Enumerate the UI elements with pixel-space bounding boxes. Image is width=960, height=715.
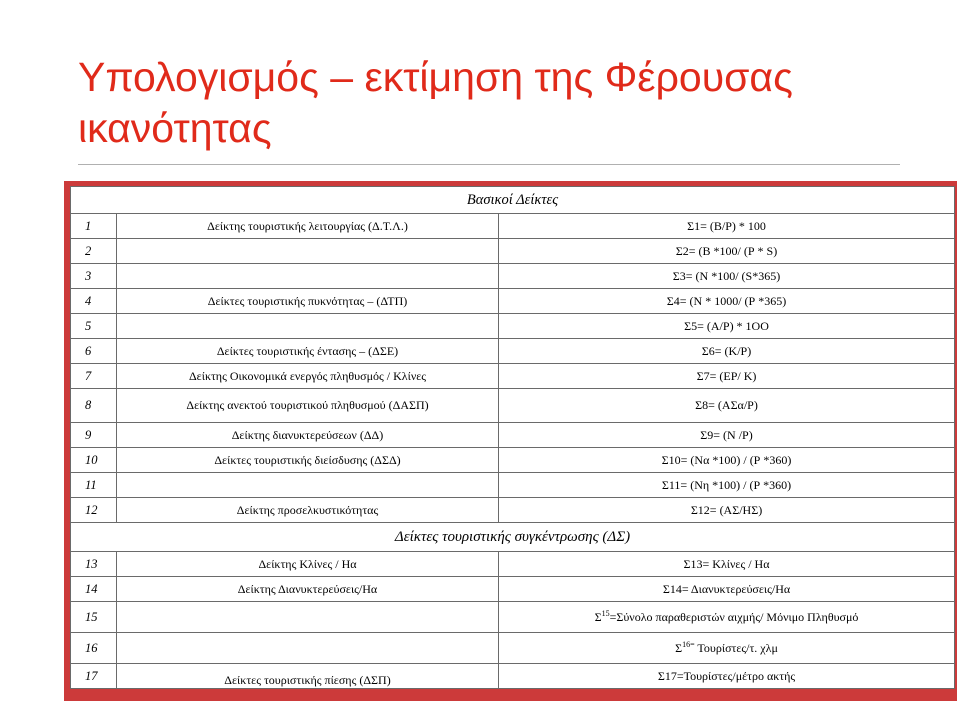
formula-suffix: Τουρίστες/τ. χλμ <box>694 641 778 655</box>
indicator-name <box>117 264 499 289</box>
row-number: 12 <box>71 498 117 523</box>
table-row <box>71 214 955 239</box>
table-row <box>71 498 955 523</box>
table-row <box>71 473 955 498</box>
formula-prefix: Σ <box>675 641 683 655</box>
table-row <box>71 633 955 664</box>
table-row <box>71 664 955 689</box>
table-row <box>71 577 955 602</box>
table-row <box>71 552 955 577</box>
formula: Σ11= (Νη *100) / (Ρ *360) <box>499 473 955 498</box>
formula: Σ10= (Να *100) / (Ρ *360) <box>499 448 955 473</box>
table-row <box>71 239 955 264</box>
table-row <box>71 389 955 423</box>
indicator-name: Δείκτης τουριστικής λειτουργίας (Δ.Τ.Λ.) <box>117 214 499 239</box>
section-header-row <box>71 187 955 214</box>
row-number: 14 <box>71 577 117 602</box>
formula: Σ14= Διανυκτερεύσεις/Ηα <box>499 577 955 602</box>
indicator-name: Δείκτης Οικονομικά ενεργός πληθυσμός / Κλίνες <box>117 364 499 389</box>
row-number: 16 <box>71 633 117 664</box>
formula: Σ8= (ΑΣα/Ρ) <box>499 389 955 423</box>
table-row <box>71 364 955 389</box>
indicator-name <box>117 602 499 633</box>
title-divider <box>78 164 900 165</box>
table-row <box>71 264 955 289</box>
table-row <box>71 423 955 448</box>
section-header-concentration: Δείκτες τουριστικής συγκέντρωσης (ΔΣ) <box>71 523 955 552</box>
indicator-name: Δείκτης Διανυκτερεύσεις/Ηα <box>117 577 499 602</box>
formula: Σ3= (Ν *100/ (S*365) <box>499 264 955 289</box>
indicator-name <box>117 633 499 664</box>
row-number: 9 <box>71 423 117 448</box>
formula-superscript: 15 <box>601 609 610 618</box>
table-row <box>71 339 955 364</box>
indicator-name: Δείκτες τουριστικής έντασης – (ΔΣΕ) <box>117 339 499 364</box>
indicator-name <box>117 473 499 498</box>
row-number: 6 <box>71 339 117 364</box>
indicator-name: Δείκτες τουριστικής πυκνότητας – (ΔΤΠ) <box>117 289 499 314</box>
row-number: 13 <box>71 552 117 577</box>
formula-suffix: =Σύνολο παραθεριστών αιχμής/ Μόνιμο Πληθυσμό <box>609 610 859 624</box>
formula <box>499 633 955 664</box>
indicator-name <box>117 239 499 264</box>
table-row <box>71 448 955 473</box>
formula <box>499 602 955 633</box>
row-number: 15 <box>71 602 117 633</box>
row-number: 7 <box>71 364 117 389</box>
formula: Σ12= (ΑΣ/ΗΣ) <box>499 498 955 523</box>
formula: Σ2= (Β *100/ (Ρ * S) <box>499 239 955 264</box>
formula: Σ13= Κλίνες / Ηα <box>499 552 955 577</box>
formula: Σ5= (Α/Ρ) * 1ΟΟ <box>499 314 955 339</box>
indicator-name: Δείκτες τουριστικής διείσδυσης (ΔΣΔ) <box>117 448 499 473</box>
row-number: 8 <box>71 389 117 423</box>
formula: Σ6= (Κ/Ρ) <box>499 339 955 364</box>
indicator-name: Δείκτης ανεκτού τουριστικού πληθυσμού (ΔΑΣΠ) <box>117 389 499 423</box>
indicator-name <box>117 314 499 339</box>
section-header-row <box>71 523 955 552</box>
table-row <box>71 602 955 633</box>
section-header-basic: Βασικοί Δείκτες <box>71 187 955 214</box>
indicator-name: Δείκτες τουριστικής πίεσης (ΔΣΠ) <box>117 664 499 689</box>
formula-prefix: Σ <box>594 610 602 624</box>
table-row <box>71 314 955 339</box>
row-number: 11 <box>71 473 117 498</box>
table-row <box>71 289 955 314</box>
formula: Σ7= (ΕΡ/ Κ) <box>499 364 955 389</box>
slide-title: Υπολογισμός – εκτίμηση της Φέρουσας ικανότητας <box>78 54 793 151</box>
row-number: 10 <box>71 448 117 473</box>
row-number: 4 <box>71 289 117 314</box>
indicator-name: Δείκτης προσελκυστικότητας <box>117 498 499 523</box>
formula-superscript: 16= <box>682 640 695 649</box>
indicator-name: Δείκτης Κλίνες / Ηα <box>117 552 499 577</box>
row-number: 1 <box>71 214 117 239</box>
row-number: 17 <box>71 664 117 689</box>
row-number: 2 <box>71 239 117 264</box>
formula: Σ1= (Β/Ρ) * 100 <box>499 214 955 239</box>
formula: Σ9= (Ν /Ρ) <box>499 423 955 448</box>
indicators-table <box>70 186 955 689</box>
indicator-name: Δείκτης διανυκτερεύσεων (ΔΔ) <box>117 423 499 448</box>
formula: Σ17=Τουρίστες/μέτρο ακτής <box>499 664 955 689</box>
row-number: 3 <box>71 264 117 289</box>
row-number: 5 <box>71 314 117 339</box>
formula: Σ4= (Ν * 1000/ (Ρ *365) <box>499 289 955 314</box>
